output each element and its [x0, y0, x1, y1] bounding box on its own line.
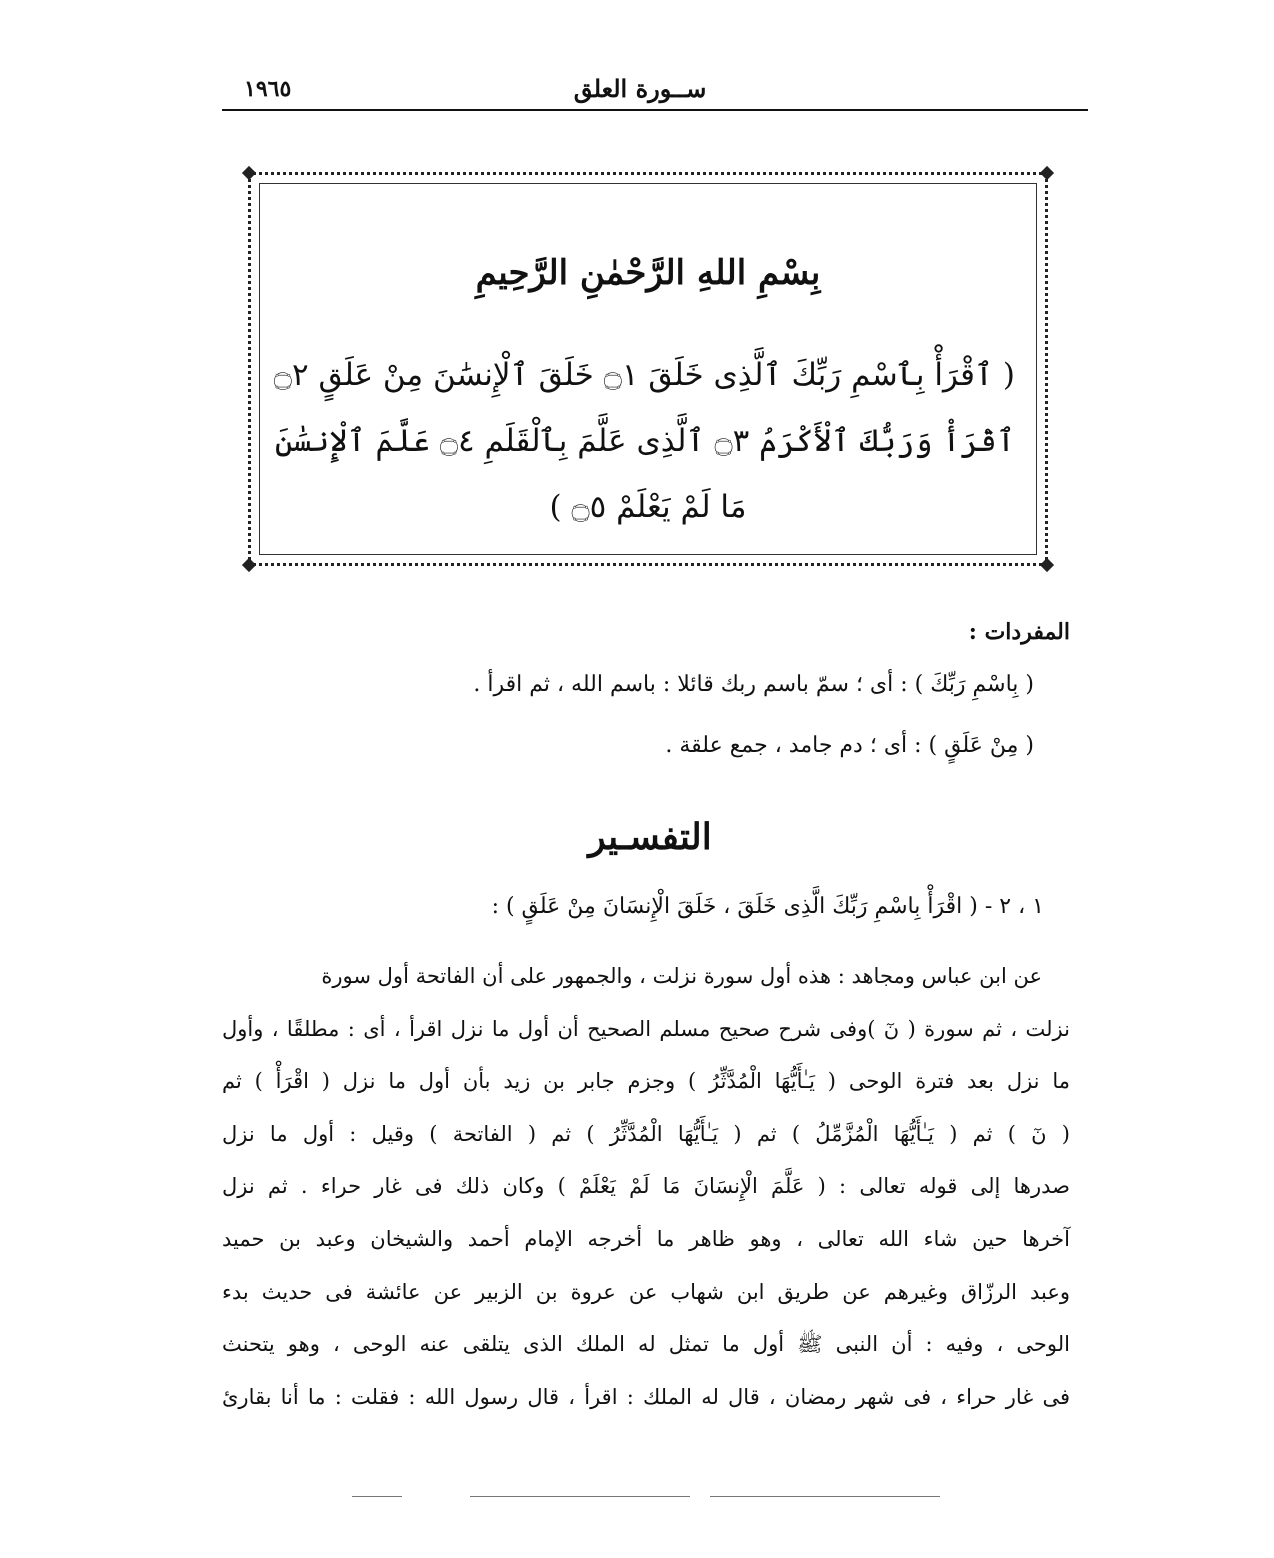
quran-frame — [248, 172, 1048, 566]
page-number: ١٩٦٥ — [244, 76, 292, 102]
vocabulary-heading: المفردات : — [968, 619, 1070, 645]
body-line: فى غار حراء ، فى شهر رمضان ، قال له الملك : اقرأ ، قال رسول الله : فقلت : ما أنا بقارئ — [222, 1384, 1070, 1409]
body-line: نزلت ، ثم سورة ( نٓ )وفى شرح صحيح مسلم الصحيح أن أول ما نزل اقرأ ، أى : مطلقًا ، وأول — [222, 1016, 1070, 1041]
vocabulary-item: ( مِنْ عَلَقٍ ) : أى ؛ دم جامد ، جمع علقة . — [665, 733, 1034, 758]
footer-rule — [710, 1496, 940, 1497]
basmala: بِسْمِ اللهِ الرَّحْمٰنِ الرَّحِيمِ — [475, 253, 821, 293]
body-line: صدرها إلى قوله تعالى : ( عَلَّمَ الْإِنسَانَ مَا لَمْ يَعْلَمْ ) وكان ذلك فى غار حراء . ثم نزل — [222, 1174, 1070, 1199]
quran-verse-line: مَا لَمْ يَعْلَمْ ۝٥ ) — [549, 489, 747, 525]
header-rule — [222, 109, 1088, 111]
running-title: ســورة العلق — [573, 74, 707, 103]
footer-rule — [352, 1496, 402, 1497]
footer-rule — [470, 1496, 690, 1497]
body-line: الوحى ، وفيه : أن النبى ﷺ أول ما تمثل له الملك الذى يتلقى عنه الوحى ، وهو يتحنث — [222, 1332, 1070, 1357]
tafsir-heading: التفسـير — [588, 816, 712, 858]
body-line: ( نٓ ) ثم ( يَـٰأَيُّهَا الْمُزَّمِّلُ ) ثم ( يَـٰأَيُّهَا الْمُدَّثِّرُ ) ثم ( الفاتحة ) وقيل : أول ما نزل — [222, 1121, 1070, 1146]
body-line: عن ابن عباس ومجاهد : هذه أول سورة نزلت ، والجمهور على أن الفاتحة أول سورة — [321, 964, 1042, 988]
quran-verse-line: ( ٱقْرَأْ بِٱسْمِ رَبِّكَ ٱلَّذِى خَلَقَ ۝١ خَلَقَ ٱلْإِنسَٰنَ مِنْ عَلَقٍ ۝٢ — [273, 357, 1015, 393]
tafsir-body — [222, 950, 1070, 1423]
frame-corner-ornament — [242, 166, 256, 180]
body-line: آخرها حين شاء الله تعالى ، وهو ظاهر ما أخرجه الإمام أحمد والشيخان وعبد بن حميد — [222, 1226, 1070, 1251]
frame-corner-ornament — [1040, 558, 1054, 572]
vocabulary-item: ( بِاسْمِ رَبِّكَ ) : أى ؛ سمّ باسم ربك قائلا : باسم الله ، ثم اقرأ . — [473, 672, 1034, 697]
body-line: وعبد الرزّاق وغيرهم عن طريق ابن شهاب عن عروة بن الزبير عن عائشة فى حديث بدء — [222, 1279, 1070, 1304]
verse-reference: ١ ، ٢ - ( اقْرَأْ بِاسْمِ رَبِّكَ الَّذِى خَلَقَ ، خَلَقَ الْإِنسَانَ مِنْ عَلَقٍ ) : — [491, 894, 1044, 919]
body-line: ما نزل بعد فترة الوحى ( يَـٰأَيُّهَا الْمُدَّثِّرُ ) وجزم جابر بن زيد بأن أول ما نزل ( اقْرَأْ ) ثم — [222, 1069, 1070, 1094]
quran-verse-line: ٱقْرَأْ وَرَبُّكَ ٱلْأَكْرَمُ ۝٣ ٱلَّذِى عَلَّمَ بِٱلْقَلَمِ ۝٤ عَلَّمَ ٱلْإِنسَٰنَ — [274, 423, 1015, 459]
frame-corner-ornament — [242, 558, 256, 572]
frame-corner-ornament — [1040, 166, 1054, 180]
